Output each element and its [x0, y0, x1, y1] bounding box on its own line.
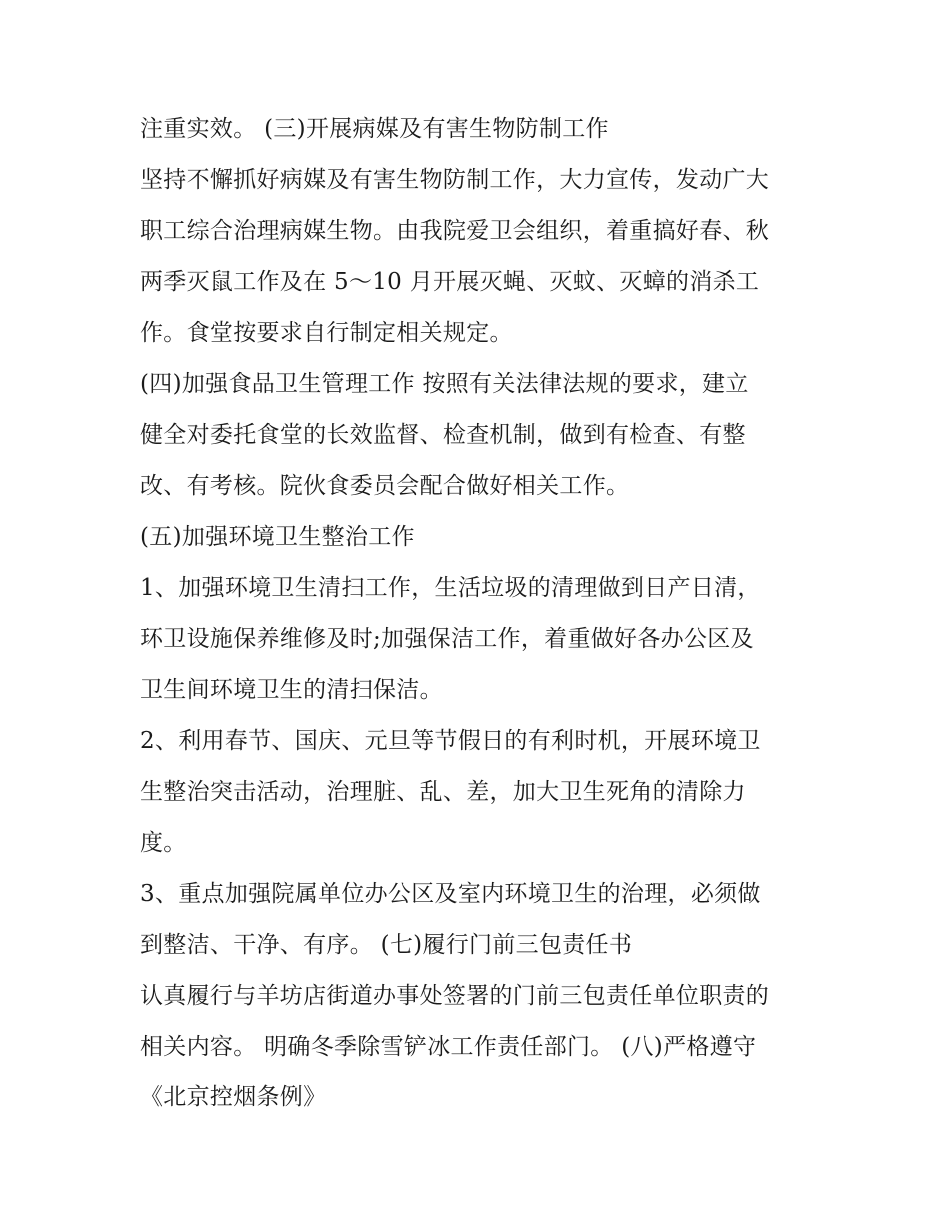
text-line: 改、有考核。院伙食委员会配合做好相关工作。 [140, 473, 630, 499]
text-line: 认真履行与羊坊店街道办事处签署的门前三包责任单位职责的 [140, 983, 770, 1009]
text-line: 生整治突击活动，治理脏、乱、差，加大卫生死角的清除力 [140, 779, 746, 805]
text-line: 健全对委托食堂的长效监督、检查机制，做到有检查、有整 [140, 422, 746, 448]
text-line: 1、加强环境卫生清扫工作，生活垃圾的清理做到日产日清， [140, 575, 761, 601]
text-line: 相关内容。 明确冬季除雪铲冰工作责任部门。 (八)严格遵守 [140, 1034, 757, 1060]
text-line: 卫生间环境卫生的清扫保洁。 [140, 677, 443, 703]
text-line: 2、利用春节、国庆、元旦等节假日的有利时机，开展环境卫 [140, 728, 761, 754]
text-line: 职工综合治理病媒生物。由我院爱卫会组织，着重搞好春、秋 [140, 218, 770, 244]
text-line: (五)加强环境卫生整治工作 [140, 524, 415, 550]
text-line: 到整洁、干净、有序。 (七)履行门前三包责任书 [140, 932, 633, 958]
text-line: 作。食堂按要求自行制定相关规定。 [140, 320, 513, 346]
text-line: 两季灭鼠工作及在 5～10 月开展灭蝇、灭蚊、灭蟑的消杀工 [140, 269, 760, 295]
text-line: 《北京控烟条例》 [140, 1084, 327, 1110]
text-line: 环卫设施保养维修及时;加强保洁工作，着重做好各办公区及 [140, 626, 754, 652]
text-line: (四)加强食品卫生管理工作 按照有关法律法规的要求，建立 [140, 371, 749, 397]
text-line: 坚持不懈抓好病媒及有害生物防制工作，大力宣传，发动广大 [140, 167, 770, 193]
text-line: 注重实效。 (三)开展病媒及有害生物防制工作 [140, 116, 609, 142]
text-line: 度。 [140, 830, 187, 856]
text-line: 3、重点加强院属单位办公区及室内环境卫生的治理，必须做 [140, 881, 761, 907]
